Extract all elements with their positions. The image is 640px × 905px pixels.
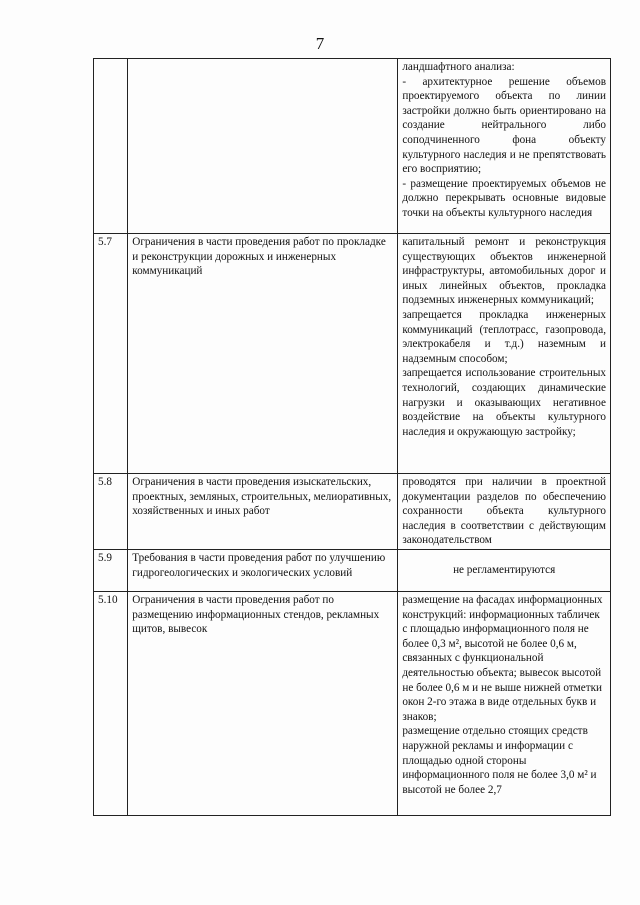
page-number: 7 <box>315 34 325 53</box>
value-paragraph: размещение на фасадах информационных конструкций: информационных табличек с площадью информационного поля не более 0,3 м², высотой не более 0,6 м, связанных с функциональной деятельностью объекта; вывесок высотой не более 0,6 м и не выше нижней отметки окон 2-го этажа в виде отдельных букв и знаков; <box>402 593 603 723</box>
value-paragraph: запрещается использование строительных технологий, создающих динамические нагрузки и оказывающих негативное воздействие на объекты культурного наследия и окружающую застройку; <box>402 367 606 438</box>
value-paragraph: проводятся при наличии в проектной документации разделов по обеспечению сохранности объекта культурного наследия в соответствии с действующим законодательством <box>402 476 606 547</box>
value-paragraph: не регламентируются <box>453 564 556 577</box>
table-row <box>94 549 611 591</box>
row-number: 5.10 <box>94 591 128 815</box>
regulations-table <box>93 58 611 816</box>
value-paragraph: размещение отдельно стоящих средств наружной рекламы и информации с площадью одной стороны информационного поля не более 3,0 м² и высотой не более 2,7 <box>402 725 597 796</box>
row-value <box>398 234 611 474</box>
row-value <box>398 474 611 550</box>
row-number: 5.9 <box>94 549 128 591</box>
row-topic: Ограничения в части проведения изыскательских, проектных, земляных, строительных, мелиоративных, хозяйственных и иных работ <box>128 474 398 550</box>
row-number <box>94 59 128 234</box>
row-topic <box>128 59 398 234</box>
value-paragraph: ландшафтного анализа: <box>402 61 515 73</box>
row-topic: Ограничения в части проведения работ по прокладке и реконструкции дорожных и инженерных коммуникаций <box>128 234 398 474</box>
table-row <box>94 591 611 815</box>
row-topic: Требования в части проведения работ по улучшению гидрогеологических и экологических условий <box>128 549 398 591</box>
row-value <box>398 59 611 234</box>
row-topic: Ограничения в части проведения работ по размещению информационных стендов, рекламных щитов, вывесок <box>128 591 398 815</box>
row-value <box>398 549 611 591</box>
row-number: 5.7 <box>94 234 128 474</box>
row-value <box>398 591 611 815</box>
value-paragraph: запрещается прокладка инженерных коммуникаций (теплотрасс, газопровода, электрокабеля и т.д.) наземным и надземным способом; <box>402 308 606 365</box>
value-paragraph: - размещение проектируемых объемов не должно перекрывать основные видовые точки на объекты культурного наследия <box>402 177 606 219</box>
table-row <box>94 59 611 234</box>
table-row <box>94 234 611 474</box>
value-paragraph: капитальный ремонт и реконструкция существующих объектов инженерной инфраструктуры, автомобильных дорог и иных линейных объектов, прокладка подземных инженерных коммуникаций; <box>402 236 606 307</box>
table-row <box>94 474 611 550</box>
value-paragraph: - архитектурное решение объемов проектируемого объекта по линии застройки должно быть ориентировано на создание нейтрального либо соподчиненного фона объекту культурного наследия и не препятствовать его восприятию; <box>402 75 606 176</box>
row-number: 5.8 <box>94 474 128 550</box>
